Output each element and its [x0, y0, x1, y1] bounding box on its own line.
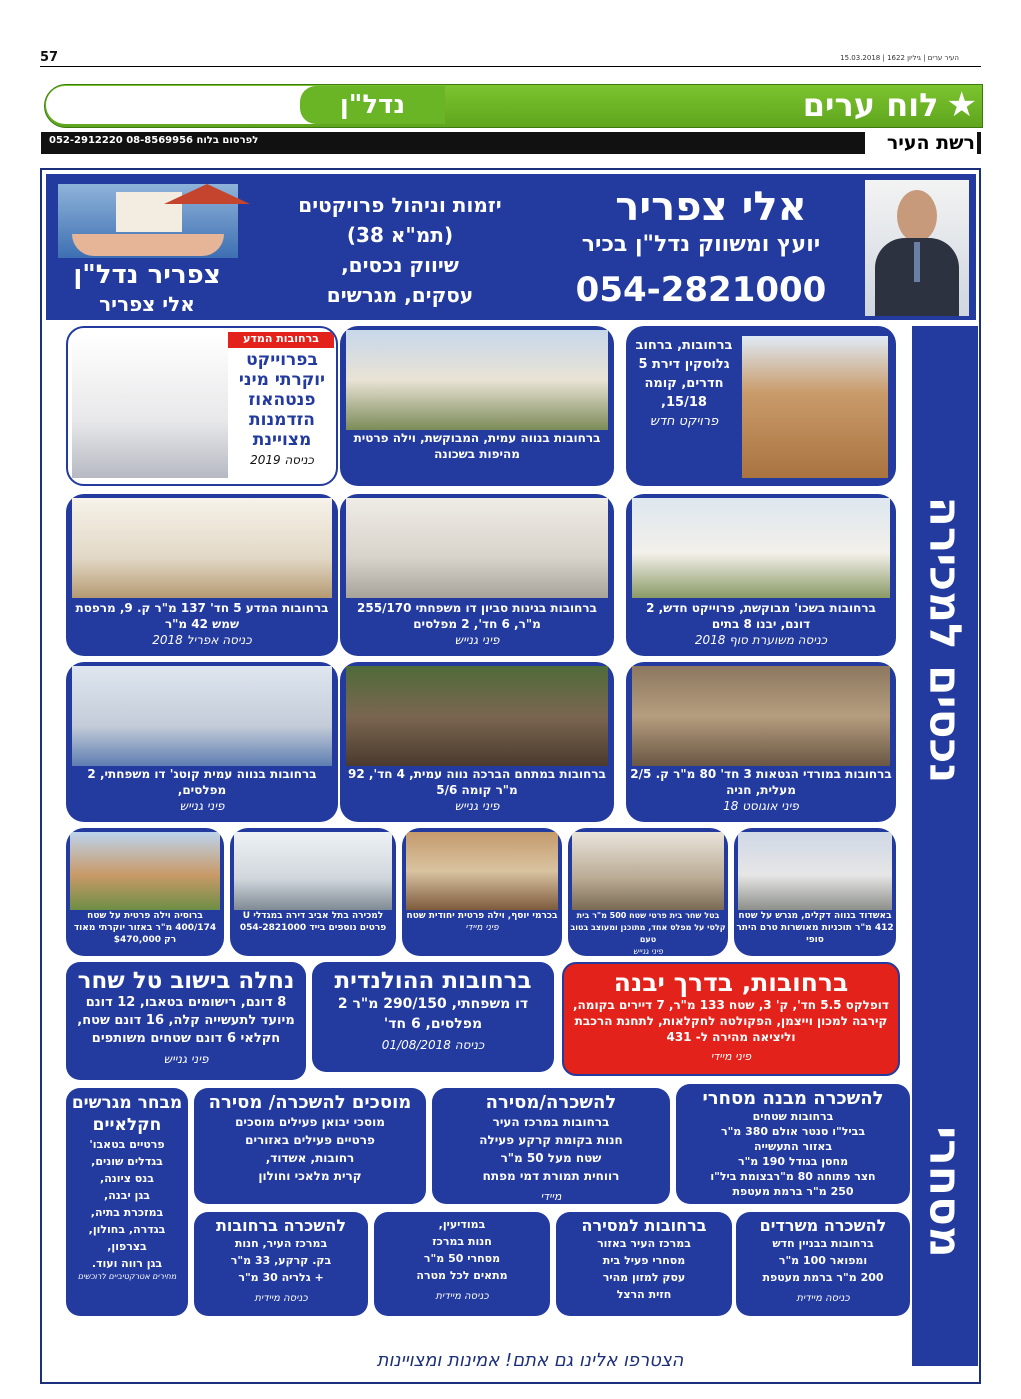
listing-caption: ברחובות בנווה עמית קוטג' דו משפחתי, 2 מפלסים, פיני גנייש [87, 767, 317, 813]
listing-caption: בכרמי יוסף, וילה פרטית יחודית שטח פיני מיידי [406, 911, 558, 933]
section-title-text: לוח ערים [802, 86, 939, 124]
service-line: שיווק נכסים, [341, 253, 459, 277]
interior-photo [346, 498, 608, 598]
issue-line: העיר ערים | גיליון 1622 | 15.03.2018 [840, 54, 959, 62]
listing-card [402, 828, 562, 956]
service-line: עסקים, מגרשים [326, 283, 474, 307]
commercial-listing: להשכרה ברחובות במרכז העיר, חנות בק. קרקע, 33 מ"ר + גלריה 30 מ"ר כניסה מיידית [194, 1212, 368, 1316]
logo-title: צפריר נדל"ן [73, 260, 221, 290]
kitchen-photo [72, 498, 332, 598]
listing-card [626, 662, 896, 822]
tel-aviv-photo [234, 832, 392, 910]
rashet-name: רשת העיר [865, 132, 977, 154]
listing-caption: למכירה בתל אביב דירה במגדלי U פרטים נוספים בייד 054-2821000 [239, 911, 387, 933]
villa-interior-photo [406, 832, 558, 910]
featured-listing-red: ברחובות, בדרך יבנה דופלקס 5.5 חד', ק' 3, שטח 133 מ"ר, 7 דיירים בקומה, קירבה למכון וייצמן, הפקולטה לחקלאות, לתחנת הרכבת וליציאה מהירה ל- 431 פיני מיידי [562, 962, 900, 1076]
listing-card [66, 662, 338, 822]
listing-caption: ברחובות בגינות סביון דו משפחתי 255/170 מ"ר, 6 חד', 2 מפלסים פיני גנייש [357, 601, 597, 647]
featured-listing: נחלה בישוב טל שחר 8 דונם, רישומים בטאבו, 12 דונם מיועד לתעשייה קלה, 16 דונם שטח, חקלאי 6 דונם שטחים משותפים פיני גנייש [66, 962, 306, 1080]
category-label: נדל"ן [300, 86, 445, 124]
house-interior-photo [572, 832, 724, 910]
living-room-photo [632, 666, 890, 766]
listing-caption: ברחובות במתחם הברכה נווה עמית, 4 חד', 92 מ"ר קומה 5/6 פיני גנייש [348, 767, 606, 813]
listing-card [626, 326, 896, 486]
listing-caption: בפרוייקט יוקרתי מיני פנטהאוז הזדמנות מצויינת כניסה 2019 [238, 350, 326, 467]
location-badge: ברחובות המדע [228, 332, 334, 348]
plot-render [738, 832, 892, 910]
agent-phone: 054-2821000 [575, 270, 827, 310]
house-logo-image [58, 184, 238, 258]
listing-caption: ברחובות בשכו' מבוקשת, פרוייקט חדש, 2 דונם, יבנו 8 בתים כניסה משוערת סוף 2018 [646, 601, 876, 647]
plots-listing: מבחר מגרשים חקלאיים פרטיים בטאבו' בגדלים שונים, בנס ציונה, בגן יבנה, במזכרת בתיה, בגדרה, בחולון, בצרפון, בגן רווה ועוד. מחירים אטרקטיביים לרוכשים [66, 1088, 188, 1316]
listing-card [568, 828, 728, 956]
side-label-for-sale: נכסים למכירה [919, 496, 971, 784]
star-icon: ★ [946, 85, 977, 125]
tower-render [72, 334, 228, 478]
cottage-photo [72, 666, 332, 766]
listing-card [230, 828, 396, 956]
listing-card [66, 326, 338, 486]
logo-subtitle: אלי צפריר [99, 292, 195, 316]
listing-card [340, 326, 614, 486]
service-line: (תמ"א 38) [346, 223, 454, 247]
listing-card [66, 828, 224, 956]
agent-role: יועץ ומשווק נדל"ן בכיר [581, 232, 821, 257]
services-list [270, 190, 530, 310]
page-number: 57 [40, 50, 59, 65]
section-title [803, 86, 977, 124]
listing-card [66, 494, 338, 656]
listing-card [340, 662, 614, 822]
listing-caption: ברחובות במורדי הגטאות 3 חד' 80 מ"ר ק. 2/5 מעלית, חניה פיני אוגוסט 18 [630, 767, 892, 813]
listing-caption: ברחובות המדע 5 חד' 137 מ"ר ק. 9, מרפסת שמש 42 מ"ר כניסה אפריל 2018 [75, 601, 329, 647]
footer-slogan: הצטרפו אלינו גם אתם! אמינות ומצויינות [376, 1350, 684, 1371]
villa-photo [346, 330, 608, 430]
listing-card [626, 494, 896, 656]
ad-contact-line: לפרסום בלוח 08-8569956 052-2912220 [49, 135, 259, 146]
listing-caption: ברחובות בנווה עמית, המבוקשת, וילה פרטית מהיפות בשכונה [353, 431, 601, 461]
commercial-listing: להשכרה/מסירה ברחובות במרכז העיר חנות בקומת קרקע פעילה שטח מעל 50 מ"ר רווחית תמורת דמי מפתח מיידי [432, 1088, 670, 1204]
building-photo [742, 336, 888, 478]
listing-caption: ברחובות, ברחוב גלוסקין דירת 5 חדרים, קומה 15/18, פרויקט חדש [635, 338, 733, 429]
commercial-listing: במודיעין, חנות במרכז מסחרי 50 מ"ר מתאים לכל מטרה כניסה מיידית [374, 1212, 550, 1316]
listing-card [340, 494, 614, 656]
commercial-listing: מוסכים להשכרה/ מסירה מוסכי יבואן פעילים מוסכים פרטיים פעילים באזורים רחובות, אשדוד, קרית מלאכי וחולון [194, 1088, 426, 1204]
listing-caption: באשדוד בנווה דקלים, מגרש על שטח 412 מ"ר תוכניות מאושרות טרם היתר סופי [736, 911, 894, 945]
rashet-bar [41, 132, 981, 154]
listing-card [734, 828, 896, 956]
featured-listing: ברחובות ההולנדית דו משפחתי, 290/150 מ"ר 2 מפלסים, 6 חד' כניסה 01/08/2018 [312, 962, 554, 1072]
top-rule [40, 66, 981, 67]
commercial-listing: להשכרה מבנה מסחרי ברחובות שטחים בביל"ו סנטר אולם 380 מ"ר באזור התעשייה מחסן בגודל 190 מ"ר חצר פתוחה 80 מ"רבצומת ביל"ו 250 מ"ר ברמת מעטפת [676, 1084, 910, 1204]
commercial-listing: ברחובות למסירה במרכז העיר באזור מסחרי פעיל בית עסק למזון מהיר חזית הרצל [556, 1212, 732, 1316]
commercial-listing: להשכרה משרדים ברחובות בבניין חדש ומפואר 100 מ"ר 200 מ"ר ברמת מעטפת כניסה מיידית [736, 1212, 910, 1316]
agent-name: אלי צפריר [615, 184, 807, 230]
side-label-commercial: מסחרי [919, 1126, 971, 1258]
service-line: יזמות וניהול פרויקטים [298, 193, 502, 217]
houses-render [632, 498, 890, 598]
agent-photo [865, 180, 969, 316]
apartment-photo [346, 666, 608, 766]
listing-caption: ברוסיה וילה פרטית על שטח 400/174 מ"ר באזור יוקרתי מאוד רק $470,000 [73, 911, 217, 945]
russia-villa-photo [70, 832, 220, 910]
listing-caption: בטל שחר בית פרטי שטח 500 מ"ר בית קלסי על מפלס אחד, מתוכנן ומעוצב בטוב טעם פיני גנייש [570, 911, 726, 956]
